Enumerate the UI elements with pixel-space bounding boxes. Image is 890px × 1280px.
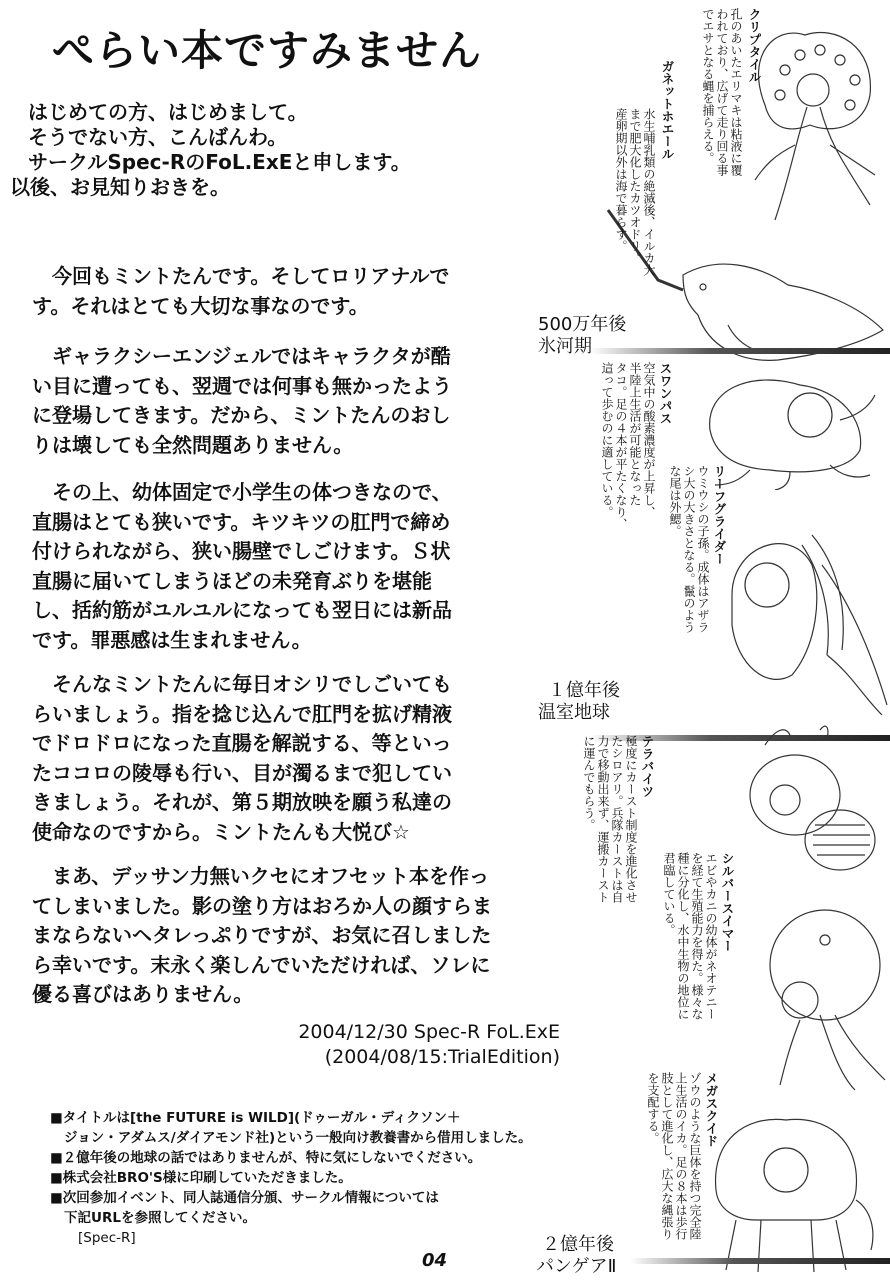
notes-list: [50, 1108, 610, 1248]
paragraph-line: でドロドロになった直腸を解説する、等といっ: [32, 731, 452, 755]
desc-line: まで肥大化したカツオドリ。: [628, 108, 642, 264]
desc-line: タコ。足の４本が平たくなり、: [614, 362, 628, 530]
creature-name-swanpus: スワンパス: [658, 362, 673, 425]
page-number: 04: [422, 1250, 448, 1271]
desc-line: われており、広げて走り回る事: [715, 8, 729, 176]
paragraph-line: きましょう。それが、第５期放映を願う私達の: [32, 790, 452, 814]
note-item: ■株式会社BRO'S様に印刷していただきました。: [50, 1170, 352, 1186]
desc-line: たシロアリ。兵隊カーストは自: [610, 735, 624, 903]
desc-line: な尾は外鰓。: [668, 465, 682, 537]
paragraph-line: 今回もミントたんです。そしてロリアナルで: [52, 264, 450, 288]
creature-desc-garnet-whale: [596, 108, 656, 276]
desc-line: に運んでもらう。: [582, 735, 596, 831]
paragraph-line: に登場してきます。だから、ミントたんのおし: [32, 403, 451, 427]
desc-line: 君臨している。: [662, 852, 676, 936]
creature-desc-reef-glider: [660, 465, 710, 633]
creature-name-silver-swimmer: シルバースイマー: [720, 852, 735, 952]
note-item: ■２億年後の地球の話ではありませんが、特に気にしないでください。: [50, 1150, 482, 1166]
creature-name-megasquid: メガスクイド: [704, 1072, 719, 1147]
paragraph-line: し、括約筋がユルユルになっても翌日には新品: [32, 598, 452, 622]
desc-line: 半陸上生活が可能となった: [628, 362, 642, 506]
desc-line: 産卵期以外は海で暮らす。: [614, 108, 628, 252]
era-line: １億年後: [548, 680, 620, 701]
signature-date: 2004/12/30 Spec-R FoL.ExE: [298, 1021, 560, 1043]
era-divider: [630, 1258, 890, 1264]
desc-line: 種に分化し、水中生物の地位に: [676, 852, 690, 1020]
desc-line: でエサとなる蝿を捕らえる。: [701, 8, 715, 164]
paragraph-2: [32, 342, 512, 460]
creature-name-garnet-whale: ガネットホエール: [660, 60, 675, 160]
desc-line: シ大の大きさとなる。鬣のよう: [682, 465, 696, 633]
desc-line: を経て生殖能力を得た。様々な: [690, 852, 704, 1020]
paragraph-line: 直腸に届いてしまうほどの未発育ぶりを堪能: [32, 568, 432, 593]
paragraph-1: [32, 262, 512, 321]
creature-desc-terabyte: [566, 735, 638, 903]
paragraph-line: たココロの陵辱も行い、目が濁るまで犯してい: [32, 760, 452, 785]
creature-name-cryptile: クリプタイル: [747, 8, 762, 83]
era-line: パンゲアⅡ: [536, 1256, 617, 1277]
era-line: 氷河期: [538, 336, 592, 357]
desc-line: 水生哺乳類の絶滅後、イルカ大: [642, 108, 656, 276]
note-item: ジョン・アダムス/ダイアモンド社)という一般向け教養書から借用しました。: [64, 1130, 532, 1146]
desc-line: 極度にカースト制度を進化させ: [624, 735, 638, 903]
desc-line: ウミウシの子孫。成体はアザラ: [696, 465, 710, 633]
note-item: ■次回参加イベント、同人誌通信分頒、サークル情報については: [50, 1190, 439, 1206]
era-line: 温室地球: [538, 702, 610, 723]
paragraph-4: [32, 670, 512, 847]
paragraph-line: てしまいました。影の塗り方はおろか人の顔すらま: [32, 893, 492, 918]
creature-desc-swanpus: [576, 362, 656, 530]
era-divider: [590, 348, 890, 354]
desc-line: ゾウのような巨体を持つ完全陸: [688, 1072, 702, 1240]
era-line: ２億年後: [542, 1234, 614, 1255]
paragraph-line: ギャラクシーエンジェルではキャラクタが酷: [52, 344, 451, 368]
paragraph-line: 優る喜びはありません。: [32, 982, 254, 1006]
intro-line: サークルSpec-RのFoL.ExEと申します。: [28, 150, 411, 174]
desc-line: 空気中の酸素濃度が上昇し、: [642, 362, 656, 518]
signature: [240, 1020, 560, 1070]
paragraph-line: す。それはとても大切な事なのです。: [32, 293, 369, 318]
circle-link[interactable]: [Spec-R]: [78, 1230, 136, 1246]
signature-edition: (2004/08/15:TrialEdition): [324, 1046, 560, 1068]
creature-name-reef-glider: リーフグライダー: [712, 465, 727, 565]
paragraph-line: 直腸はとても狭いです。キツキツの肛門で締め: [32, 509, 451, 534]
desc-line: 上生活のイカ。足の８本は歩行: [674, 1072, 688, 1240]
desc-line: エビやカニの幼体がネオテニー: [704, 852, 718, 1020]
paragraph-line: まあ、デッサン力無いクセにオフセット本を作っ: [52, 864, 489, 888]
note-item: ■タイトルは[the FUTURE is WILD](ドゥーガル・ディクソン＋: [50, 1110, 461, 1126]
creature-desc-cryptile: [677, 8, 743, 176]
intro-line: そうでない方、こんばんわ。: [28, 125, 288, 149]
paragraph-line: 付けられながら、狭い腸壁でしごけます。Ｓ状: [32, 539, 451, 563]
era-label-100myrs: [538, 680, 620, 724]
paragraph-3: [32, 478, 512, 655]
desc-line: 肢として進化し、広大な縄張り: [660, 1072, 674, 1240]
paragraph-line: 使命なのですから。ミントたんも大悦び☆: [32, 819, 410, 844]
paragraph-line: まならないヘタレっぷりですが、お気に召しました: [32, 923, 492, 947]
creature-name-terabyte: テラバイツ: [640, 735, 655, 798]
creature-desc-megasquid: [626, 1072, 702, 1240]
desc-line: 力で移動出来ず、運搬カースト: [596, 735, 610, 903]
paragraph-line: そんなミントたんに毎日オシリでしごいても: [52, 672, 452, 696]
intro-line: 以後、お見知りおきを。: [10, 175, 230, 199]
silver-swimmer-illustration: [760, 895, 890, 1095]
note-item: 下記URLを参照してください。: [64, 1210, 256, 1226]
terabyte-illustration: [735, 725, 885, 875]
desc-line: 這って歩むのに適している。: [600, 362, 614, 518]
page-title: ぺらい本ですみません: [52, 26, 483, 75]
desc-line: 孔のあいたエリマキは粘液に覆: [729, 8, 743, 176]
era-label-200myrs: [536, 1234, 617, 1278]
paragraph-line: りは壊しても全然問題ありません。: [32, 432, 354, 457]
paragraph-line: ら幸いです。末永く楽しんでいただければ、ソレに: [32, 952, 491, 977]
paragraph-line: です。罪悪感は生まれません。: [32, 627, 312, 652]
paragraph-5: [32, 862, 512, 1010]
reef-glider-illustration: [712, 505, 890, 720]
intro-line: はじめての方、はじめまして。: [28, 100, 308, 124]
desc-line: を支配する。: [646, 1072, 660, 1144]
era-label-500myrs: [538, 314, 626, 358]
era-line: 500万年後: [538, 314, 627, 335]
paragraph-line: い目に遭っても、翌週では何事も無かったよう: [32, 373, 452, 398]
paragraph-line: その上、幼体固定で小学生の体つきなので、: [52, 480, 452, 504]
creature-desc-silver-swimmer: [644, 852, 718, 1020]
paragraph-line: らいましょう。指を捻じ込んで肛門を拡げ精液: [32, 701, 452, 726]
intro-greeting: [10, 100, 508, 200]
